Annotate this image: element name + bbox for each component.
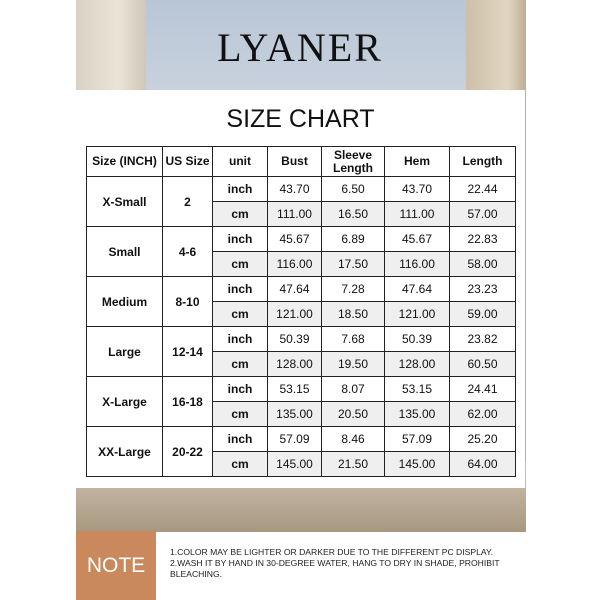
sleeve-cell: 17.50 (322, 252, 385, 277)
size-name: Medium (87, 277, 163, 327)
sleeve-cell: 8.46 (322, 427, 385, 452)
header-bust: Bust (268, 147, 322, 177)
sleeve-cell: 21.50 (322, 452, 385, 477)
unit-cell: inch (213, 377, 268, 402)
table-row (87, 177, 516, 202)
us-size: 8-10 (163, 277, 213, 327)
us-size: 16-18 (163, 377, 213, 427)
unit-cell: cm (213, 302, 268, 327)
length-cell: 24.41 (450, 377, 516, 402)
sleeve-cell: 6.89 (322, 227, 385, 252)
hem-cell: 47.64 (385, 277, 450, 302)
bust-cell: 53.15 (268, 377, 322, 402)
table-row (87, 277, 516, 302)
header-us-size: US Size (163, 147, 213, 177)
hem-cell: 53.15 (385, 377, 450, 402)
size-name: X-Large (87, 377, 163, 427)
note-text (170, 547, 530, 580)
unit-cell: inch (213, 177, 268, 202)
bust-cell: 116.00 (268, 252, 322, 277)
bust-cell: 111.00 (268, 202, 322, 227)
note-line-1: 1.COLOR MAY BE LIGHTER OR DARKER DUE TO THE DIFFERENT PC DISPLAY. (170, 547, 493, 557)
unit-cell: cm (213, 252, 268, 277)
header-hem: Hem (385, 147, 450, 177)
hem-cell: 57.09 (385, 427, 450, 452)
hem-cell: 43.70 (385, 177, 450, 202)
unit-cell: cm (213, 352, 268, 377)
hem-cell: 145.00 (385, 452, 450, 477)
table-row (87, 427, 516, 452)
bust-cell: 135.00 (268, 402, 322, 427)
sleeve-cell: 20.50 (322, 402, 385, 427)
size-name: Small (87, 227, 163, 277)
unit-cell: inch (213, 227, 268, 252)
bust-cell: 57.09 (268, 427, 322, 452)
length-cell: 23.82 (450, 327, 516, 352)
bust-cell: 50.39 (268, 327, 322, 352)
length-cell: 59.00 (450, 302, 516, 327)
unit-cell: cm (213, 402, 268, 427)
hem-cell: 121.00 (385, 302, 450, 327)
table-row (87, 377, 516, 402)
length-cell: 57.00 (450, 202, 516, 227)
sleeve-cell: 16.50 (322, 202, 385, 227)
length-cell: 62.00 (450, 402, 516, 427)
header-length: Length (450, 147, 516, 177)
sleeve-cell: 7.28 (322, 277, 385, 302)
header-size: Size (INCH) (87, 147, 163, 177)
size-name: X-Small (87, 177, 163, 227)
bust-cell: 128.00 (268, 352, 322, 377)
table-row (87, 227, 516, 252)
hem-cell: 128.00 (385, 352, 450, 377)
sleeve-cell: 18.50 (322, 302, 385, 327)
hem-cell: 45.67 (385, 227, 450, 252)
bust-cell: 43.70 (268, 177, 322, 202)
length-cell: 25.20 (450, 427, 516, 452)
sleeve-cell: 7.68 (322, 327, 385, 352)
bust-cell: 145.00 (268, 452, 322, 477)
bust-cell: 47.64 (268, 277, 322, 302)
size-name: Large (87, 327, 163, 377)
us-size: 2 (163, 177, 213, 227)
sleeve-cell: 6.50 (322, 177, 385, 202)
header-unit: unit (213, 147, 268, 177)
length-cell: 64.00 (450, 452, 516, 477)
unit-cell: inch (213, 427, 268, 452)
table-header-row (87, 147, 516, 177)
unit-cell: cm (213, 452, 268, 477)
hem-cell: 50.39 (385, 327, 450, 352)
length-cell: 22.44 (450, 177, 516, 202)
chart-title: SIZE CHART (226, 105, 375, 133)
us-size: 4-6 (163, 227, 213, 277)
us-size: 12-14 (163, 327, 213, 377)
unit-cell: inch (213, 277, 268, 302)
hem-cell: 111.00 (385, 202, 450, 227)
size-table (86, 146, 516, 477)
length-cell: 60.50 (450, 352, 516, 377)
sleeve-cell: 19.50 (322, 352, 385, 377)
size-name: XX-Large (87, 427, 163, 477)
brand-logo: LYANER (217, 25, 383, 70)
bust-cell: 45.67 (268, 227, 322, 252)
note-label: NOTE (76, 531, 156, 600)
header-sleeve-length: Sleeve Length (322, 147, 385, 177)
table-row (87, 327, 516, 352)
bust-cell: 121.00 (268, 302, 322, 327)
hem-cell: 135.00 (385, 402, 450, 427)
hem-cell: 116.00 (385, 252, 450, 277)
length-cell: 22.83 (450, 227, 516, 252)
note-line-2: 2.WASH IT BY HAND IN 30-DEGREE WATER, HANG TO DRY IN SHADE, PROHIBIT BLEACHING. (170, 558, 500, 579)
unit-cell: cm (213, 202, 268, 227)
length-cell: 58.00 (450, 252, 516, 277)
length-cell: 23.23 (450, 277, 516, 302)
sleeve-cell: 8.07 (322, 377, 385, 402)
us-size: 20-22 (163, 427, 213, 477)
unit-cell: inch (213, 327, 268, 352)
